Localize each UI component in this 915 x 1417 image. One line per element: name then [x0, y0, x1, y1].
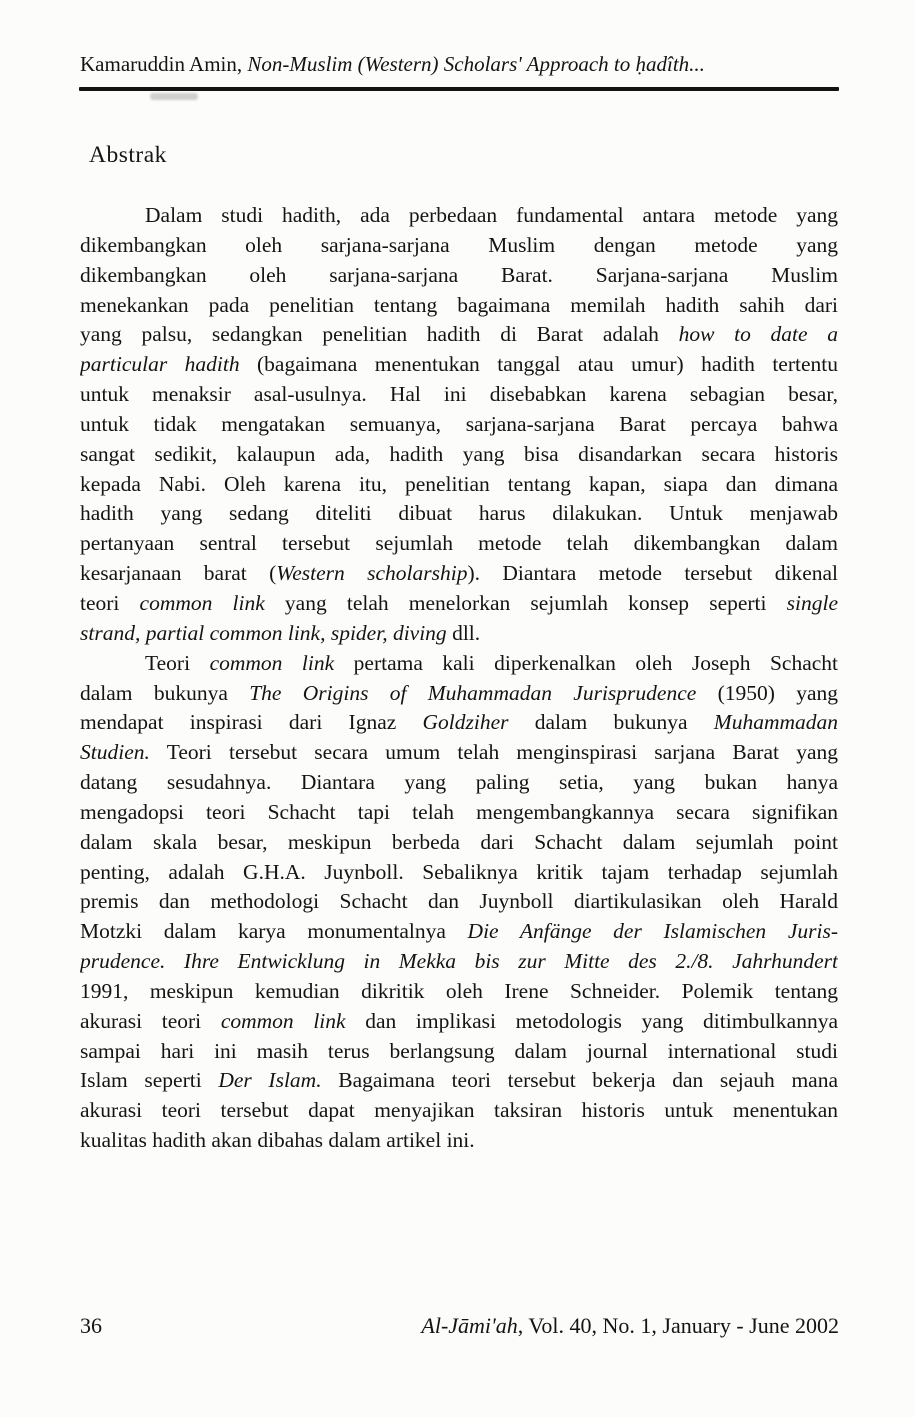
italic-text-segment: Die Anfänge der Islamischen Juris- [467, 919, 838, 944]
body-line [80, 499, 838, 529]
italic-text-segment: common link [139, 590, 265, 615]
body-line [80, 291, 838, 321]
text-segment: sangat sedikit, kalaupun ada, hadith yang bisa disandarkan secara historis [80, 441, 838, 466]
running-header-author: Kamaruddin Amin, [80, 52, 248, 76]
text-segment: teori [80, 590, 140, 615]
italic-text-segment: Western scholarship [276, 561, 468, 586]
text-segment: akurasi teori [80, 1008, 221, 1033]
italic-text-segment: Studien. [80, 740, 150, 765]
text-segment: Teori tersebut secara umum telah menginspirasi sarjana Barat yang [149, 740, 838, 765]
body-line [80, 1007, 838, 1037]
body-line [80, 619, 838, 649]
text-segment: kesarjanaan barat ( [80, 561, 277, 586]
body-line [80, 977, 838, 1007]
body-line [80, 708, 838, 738]
body-line [80, 201, 838, 231]
body-line [80, 917, 838, 947]
scan-artifact [150, 93, 198, 100]
body-line [80, 738, 838, 768]
text-segment: Bagaimana teori tersebut bekerja dan sejauh mana [321, 1068, 838, 1093]
text-segment: dalam bukunya [508, 710, 714, 735]
journal-volume-info: , Vol. 40, No. 1, January - June 2002 [517, 1313, 839, 1338]
italic-text-segment: The Origins of Muhammadan Jurisprudence [249, 680, 697, 705]
body-line [80, 320, 838, 350]
text-segment: dikembangkan oleh sarjana-sarjana Barat. Sarjana-sarjana Muslim [80, 262, 838, 287]
text-segment: datang sesudahnya. Diantara yang paling setia, yang bukan hanya [80, 770, 838, 795]
text-segment: kualitas hadith akan dibahas dalam artikel ini. [80, 1128, 475, 1153]
text-segment: dll. [446, 620, 481, 645]
running-header-article-title: Non-Muslim (Western) Scholars' Approach to ḥadîth... [247, 52, 705, 76]
text-segment: dan implikasi metodologis yang ditimbulkannya [345, 1008, 838, 1033]
text-segment: mendapat inspirasi dari Ignaz [80, 710, 423, 735]
text-segment: pertama kali diperkenalkan oleh Joseph Schacht [334, 650, 838, 675]
text-segment: untuk menaksir asal-usulnya. Hal ini disebabkan karena sebagian besar, [80, 382, 838, 407]
running-header [80, 51, 838, 77]
header-rule [79, 87, 839, 91]
italic-text-segment: common link [209, 650, 335, 675]
text-segment: dalam bukunya [80, 680, 250, 705]
body-line [80, 1126, 838, 1156]
text-segment: Motzki dalam karya monumentalnya [80, 919, 468, 944]
italic-text-segment: Goldziher [422, 710, 509, 735]
journal-reference [421, 1313, 839, 1339]
text-segment: kepada Nabi. Oleh karena itu, penelitian tentang kapan, siapa dan dimana [80, 471, 838, 496]
body-line [80, 261, 838, 291]
text-segment: menekankan pada penelitian tentang bagaimana memilah hadith sahih dari [80, 292, 838, 317]
body-line [80, 828, 838, 858]
text-segment: untuk tidak mengatakan semuanya, sarjana-sarjana Barat percaya bahwa [80, 411, 838, 436]
text-segment: premis dan methodologi Schacht dan Juynboll diartikulasikan oleh Harald [80, 889, 838, 914]
body-line [80, 1096, 838, 1126]
page-footer [80, 1313, 839, 1339]
text-segment: yang telah menelorkan sejumlah konsep seperti [264, 590, 787, 615]
text-segment: ). Diantara metode tersebut dikenal [467, 561, 838, 586]
text-segment: Islam seperti [80, 1068, 219, 1093]
italic-text-segment: single [786, 590, 838, 615]
text-segment: sampai hari ini masih terus berlangsung dalam journal international studi [80, 1038, 838, 1063]
italic-text-segment: strand, partial common link, spider, diving [80, 620, 447, 645]
body-line [80, 947, 838, 977]
body-line [80, 470, 838, 500]
italic-text-segment: particular hadith [80, 352, 258, 377]
body-line [80, 858, 838, 888]
italic-text-segment: how to date a [678, 322, 838, 347]
body-line [80, 380, 838, 410]
text-segment: Teori [145, 650, 210, 675]
body-line [80, 1037, 838, 1067]
body-line [80, 768, 838, 798]
text-segment: mengadopsi teori Schacht tapi telah mengembangkannya secara signifikan [80, 799, 838, 824]
text-segment: (1950) yang [696, 680, 838, 705]
italic-text-segment: Muhammadan [713, 710, 838, 735]
text-segment: pertanyaan sentral tersebut sejumlah metode telah dikembangkan dalam [80, 531, 838, 556]
body-line [80, 559, 838, 589]
italic-text-segment: prudence. Ihre Entwicklung in Mekka bis zur Mitte des 2./8. Jahrhundert [80, 949, 838, 974]
body-line [80, 350, 838, 380]
italic-text-segment: Der Islam. [218, 1068, 322, 1093]
italic-text-segment: common link [220, 1008, 346, 1033]
body-line [80, 798, 838, 828]
section-heading-abstrak: Abstrak [89, 142, 167, 168]
text-segment: 1991, meskipun kemudian dikritik oleh Irene Schneider. Polemik tentang [80, 978, 838, 1003]
text-segment: Dalam studi hadith, ada perbedaan fundamental antara metode yang [145, 203, 838, 227]
body-line [80, 887, 838, 917]
body-line [80, 529, 838, 559]
body-line [80, 231, 838, 261]
journal-title: Al-Jāmi'ah [421, 1313, 518, 1338]
body-line [80, 1066, 838, 1096]
text-segment: dikembangkan oleh sarjana-sarjana Muslim dengan metode yang [80, 232, 838, 257]
page-number: 36 [80, 1313, 102, 1338]
abstract-body [80, 201, 838, 1156]
text-segment: hadith yang sedang diteliti dibuat harus dilakukan. Untuk menjawab [80, 501, 838, 526]
body-line [80, 649, 838, 679]
body-line [80, 589, 838, 619]
text-segment: dalam skala besar, meskipun berbeda dari Schacht dalam sejumlah point [80, 829, 838, 854]
body-line [80, 410, 838, 440]
text-segment: penting, adalah G.H.A. Juynboll. Sebaliknya kritik tajam terhadap sejumlah [80, 859, 838, 884]
text-segment: (bagaimana menentukan tanggal atau umur) hadith tertentu [257, 352, 838, 377]
body-line [80, 679, 838, 709]
body-line [80, 440, 838, 470]
text-segment: akurasi teori tersebut dapat menyajikan taksiran historis untuk menentukan [80, 1098, 838, 1123]
text-segment: yang palsu, sedangkan penelitian hadith di Barat adalah [80, 322, 679, 347]
